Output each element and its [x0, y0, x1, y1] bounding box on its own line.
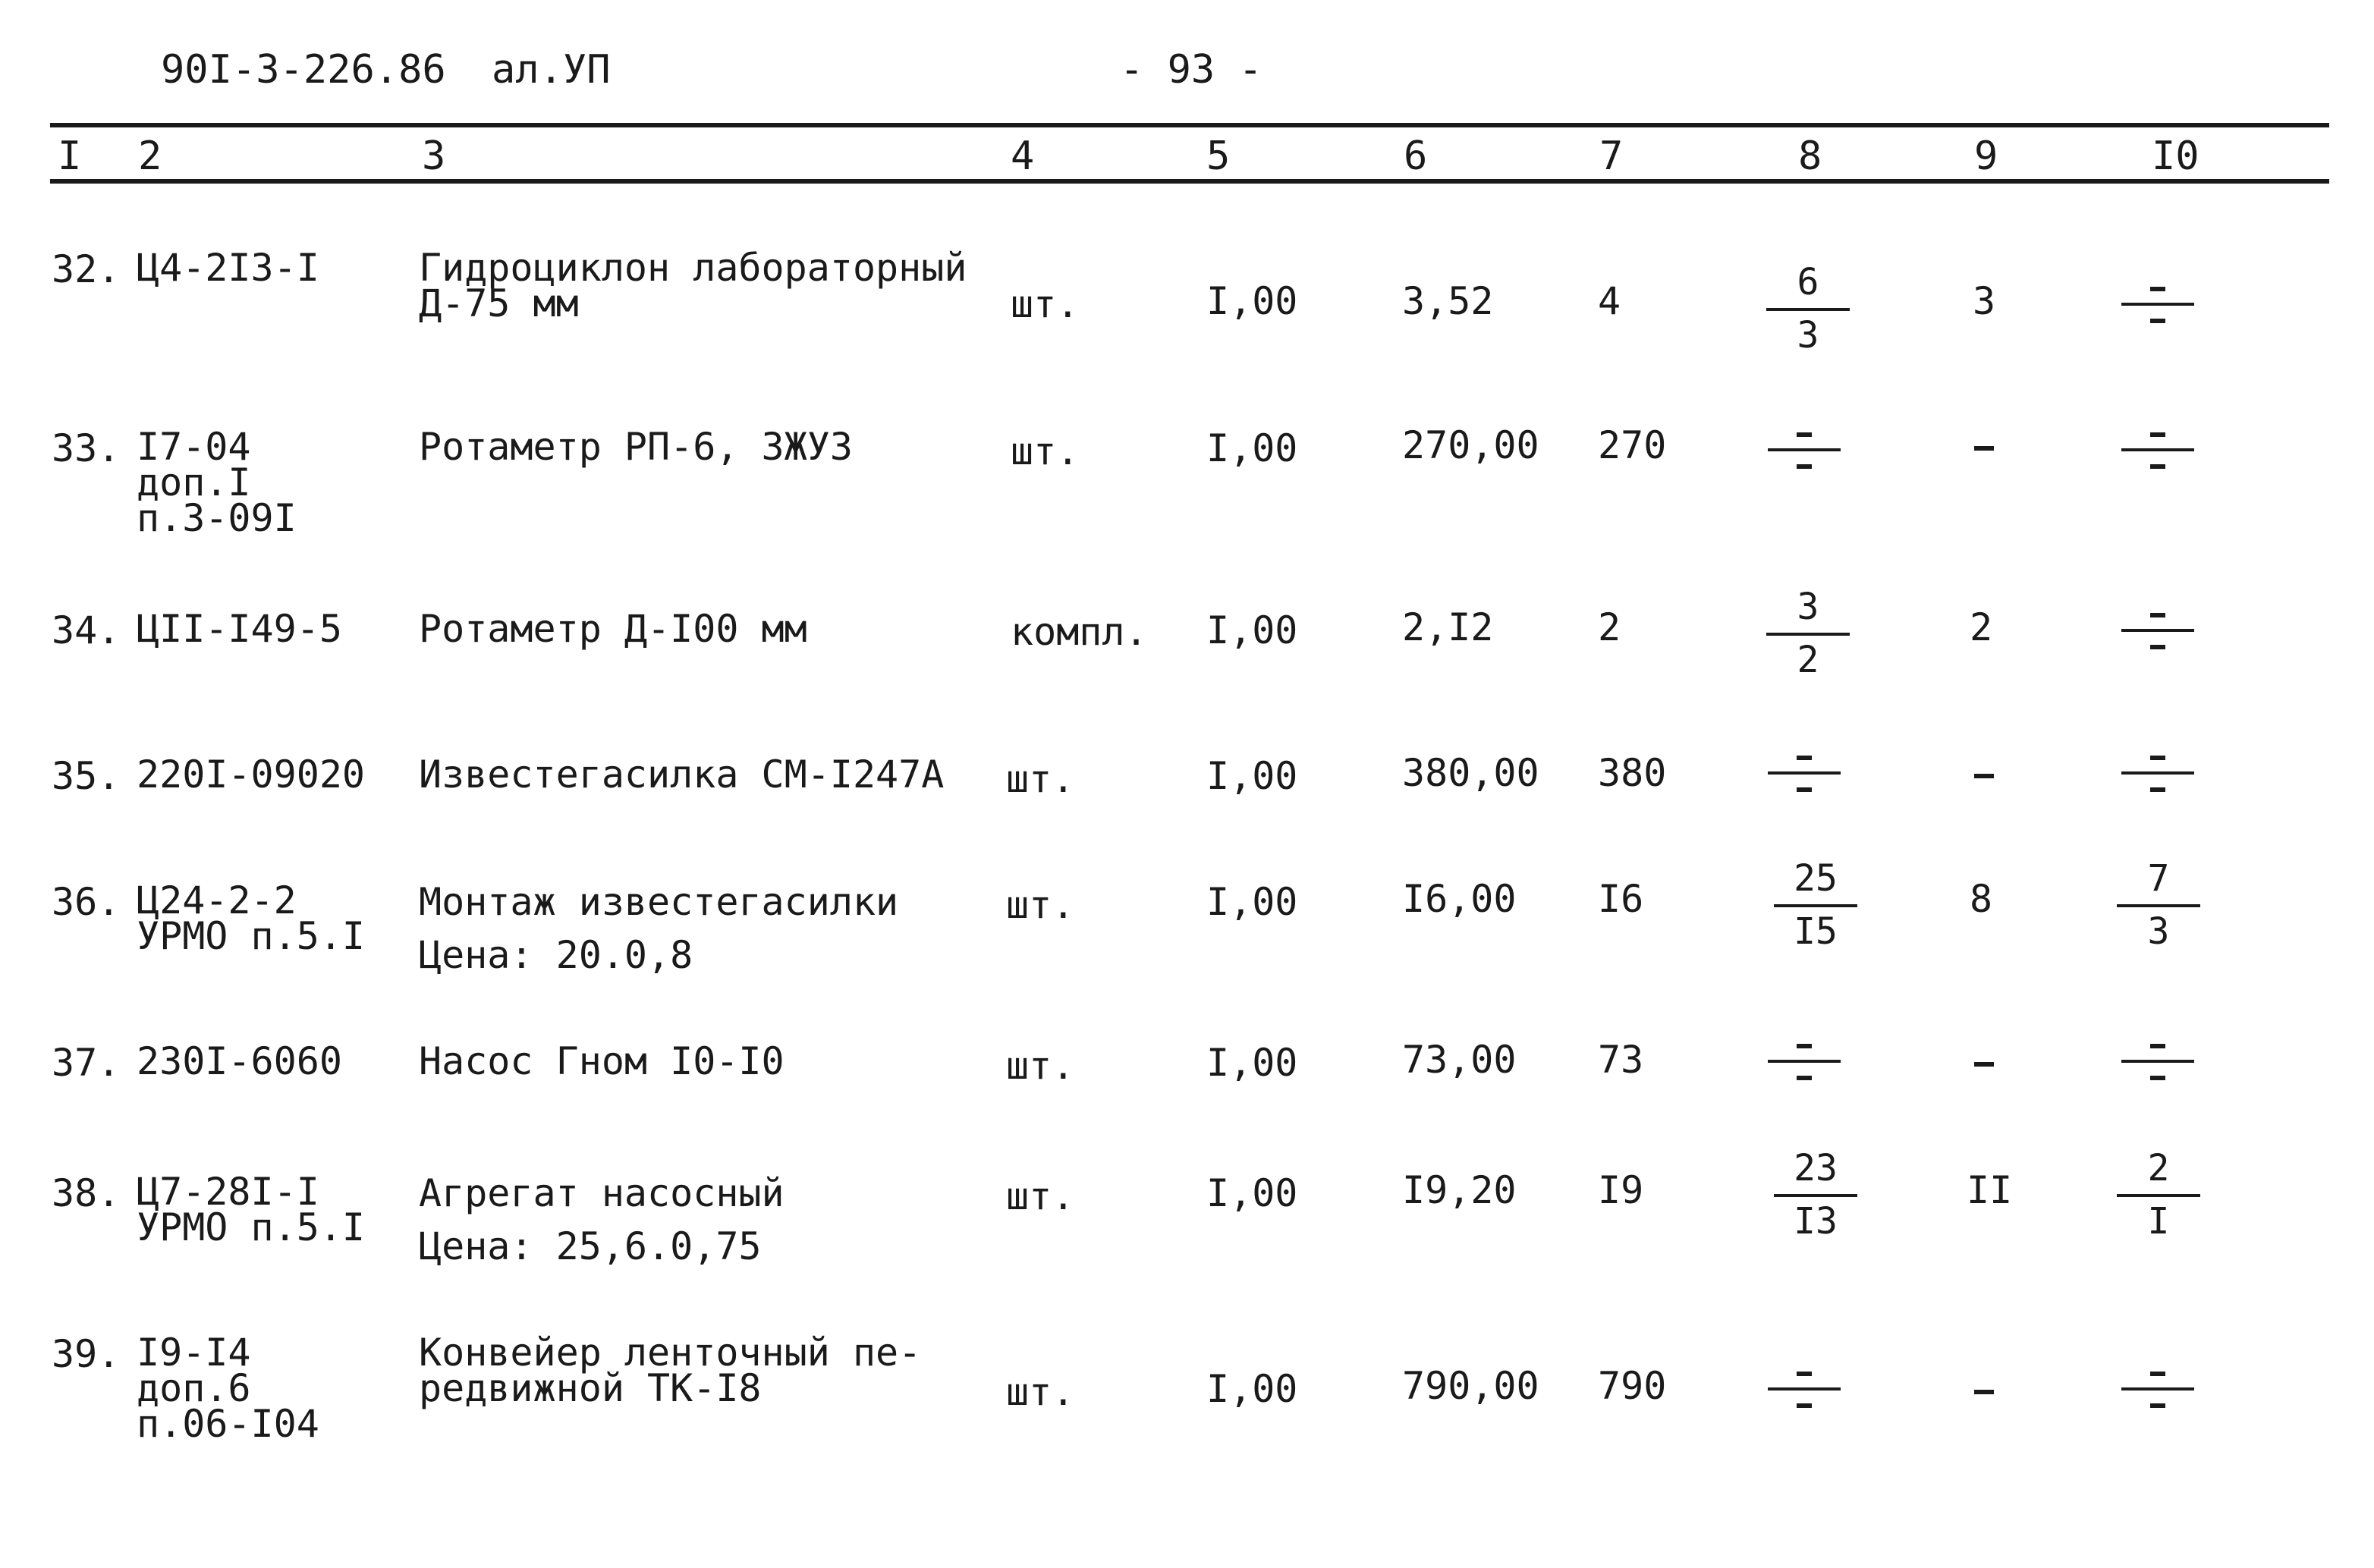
column-header-3: 3 — [422, 134, 446, 179]
numerator: 2 — [2147, 1147, 2170, 1189]
fraction-bar — [1774, 904, 1857, 907]
quantity: I,00 — [1206, 426, 1298, 470]
ditto-mark — [2121, 1372, 2194, 1408]
unit-price: 73,00 — [1402, 1038, 1517, 1082]
fraction-col8 — [1766, 586, 1850, 681]
denominator: 3 — [1797, 314, 1819, 357]
album-label: ал.УП — [492, 47, 611, 93]
denominator: 2 — [1797, 639, 1819, 681]
row-number: 33. — [52, 426, 121, 470]
fraction-bar — [2117, 1194, 2200, 1197]
fraction-bar — [1774, 1194, 1857, 1197]
item-name: Насос Гном I0-I0 — [419, 1039, 785, 1083]
total-price: 4 — [1598, 279, 1621, 323]
unit: шт. — [1006, 883, 1075, 927]
col9-value: 8 — [1970, 877, 1993, 921]
empty-dash — [1974, 446, 1994, 451]
empty-dash — [1974, 774, 1994, 778]
ditto-mark — [1768, 1044, 1841, 1080]
fraction-col8 — [1766, 261, 1850, 357]
price-note: Цена: 20.0,8 — [419, 933, 693, 977]
page-number: - 93 - — [1120, 47, 1262, 93]
item-code: 220I-09020 — [137, 753, 366, 797]
quantity: I,00 — [1206, 1041, 1298, 1085]
column-header-10: I0 — [2152, 134, 2199, 179]
empty-dash — [1974, 1062, 1994, 1067]
item-name: Ротаметр РП-6, ЗЖУЗ — [419, 425, 853, 469]
numerator: 25 — [1794, 857, 1838, 900]
column-header-9: 9 — [1974, 134, 1998, 179]
item-code: I7-04 доп.I п.3-09I — [137, 425, 297, 540]
unit: шт. — [1006, 1044, 1075, 1088]
ditto-mark — [1768, 432, 1841, 469]
column-header-1: I — [58, 134, 82, 179]
fraction-bar — [2117, 904, 2200, 907]
unit: компл. — [1011, 610, 1148, 654]
column-header-8: 8 — [1798, 134, 1822, 179]
price-note: Цена: 25,6.0,75 — [419, 1224, 762, 1268]
item-code: Ц24-2-2 УРМО п.5.I — [137, 878, 366, 958]
unit-price: 270,00 — [1402, 423, 1539, 467]
quantity: I,00 — [1206, 279, 1298, 323]
quantity: I,00 — [1206, 1171, 1298, 1215]
fraction-col8 — [1774, 857, 1857, 953]
item-code: 230I-6060 — [137, 1039, 342, 1083]
item-code: I9-I4 доп.6 п.06-I04 — [137, 1331, 319, 1446]
unit: шт. — [1011, 429, 1080, 473]
fraction-col8 — [1774, 1147, 1857, 1243]
row-number: 35. — [52, 754, 121, 798]
numerator: 6 — [1797, 261, 1819, 303]
col9-value: II — [1967, 1168, 2013, 1212]
total-price: 73 — [1598, 1038, 1644, 1082]
item-code: Ц7-28I-I УРМО п.5.I — [137, 1170, 366, 1249]
column-header-5: 5 — [1206, 134, 1231, 179]
fraction-bar — [1766, 308, 1850, 311]
fraction-col10 — [2117, 857, 2200, 953]
column-header-7: 7 — [1599, 134, 1624, 179]
unit: шт. — [1006, 1174, 1075, 1218]
unit: шт. — [1006, 757, 1075, 801]
fraction-bar — [1766, 633, 1850, 636]
header-bottom-rule — [50, 179, 2329, 184]
row-number: 36. — [52, 880, 121, 924]
fraction-col10 — [2117, 1147, 2200, 1243]
total-price: I6 — [1598, 877, 1644, 921]
row-number: 38. — [52, 1171, 121, 1215]
ditto-mark — [2121, 613, 2194, 649]
item-name: Конвейер ленточный пе- редвижной ТК-I8 — [419, 1331, 922, 1410]
ditto-mark — [2121, 756, 2194, 792]
col9-value: 3 — [1973, 279, 1996, 323]
item-name: Гидроциклон лабораторный Д-75 мм — [419, 246, 967, 325]
total-price: 2 — [1598, 605, 1621, 649]
row-number: 37. — [52, 1041, 121, 1085]
row-number: 32. — [52, 247, 121, 291]
numerator: 7 — [2147, 857, 2170, 900]
item-code: ЦII-I49-5 — [137, 607, 342, 651]
denominator: I — [2147, 1200, 2170, 1243]
unit-price: I9,20 — [1402, 1168, 1517, 1212]
unit-price: I6,00 — [1402, 877, 1517, 921]
col9-value: 2 — [1970, 605, 1993, 649]
denominator: I5 — [1794, 910, 1838, 953]
quantity: I,00 — [1206, 608, 1298, 652]
row-number: 34. — [52, 608, 121, 652]
document-code: 90I-3-226.86 — [161, 47, 446, 93]
denominator: I3 — [1794, 1200, 1838, 1243]
quantity: I,00 — [1206, 880, 1298, 924]
item-name: Известегасилка СМ-I247А — [419, 753, 945, 797]
unit-price: 3,52 — [1402, 279, 1494, 323]
unit: шт. — [1011, 282, 1080, 326]
unit-price: 790,00 — [1402, 1364, 1539, 1408]
quantity: I,00 — [1206, 754, 1298, 798]
row-number: 39. — [52, 1332, 121, 1376]
column-header-2: 2 — [138, 134, 162, 179]
total-price: 380 — [1598, 751, 1667, 795]
column-header-6: 6 — [1404, 134, 1428, 179]
unit: шт. — [1006, 1370, 1075, 1414]
unit-price: 2,I2 — [1402, 605, 1494, 649]
column-header-4: 4 — [1011, 134, 1035, 179]
denominator: 3 — [2147, 910, 2170, 953]
numerator: 3 — [1797, 586, 1819, 628]
quantity: I,00 — [1206, 1367, 1298, 1411]
ditto-mark — [2121, 1044, 2194, 1080]
item-code: Ц4-2I3-I — [137, 246, 319, 290]
item-name: Агрегат насосный — [419, 1171, 785, 1215]
item-name: Монтаж известегасилки — [419, 880, 899, 924]
ditto-mark — [1768, 1372, 1841, 1408]
empty-dash — [1974, 1390, 1994, 1394]
unit-price: 380,00 — [1402, 751, 1539, 795]
ditto-mark — [2121, 432, 2194, 469]
item-name: Ротаметр Д-I00 мм — [419, 607, 807, 651]
ditto-mark — [1768, 756, 1841, 792]
total-price: 270 — [1598, 423, 1667, 467]
numerator: 23 — [1794, 1147, 1838, 1189]
total-price: 790 — [1598, 1364, 1667, 1408]
ditto-mark — [2121, 287, 2194, 323]
top-rule — [50, 123, 2329, 127]
total-price: I9 — [1598, 1168, 1644, 1212]
